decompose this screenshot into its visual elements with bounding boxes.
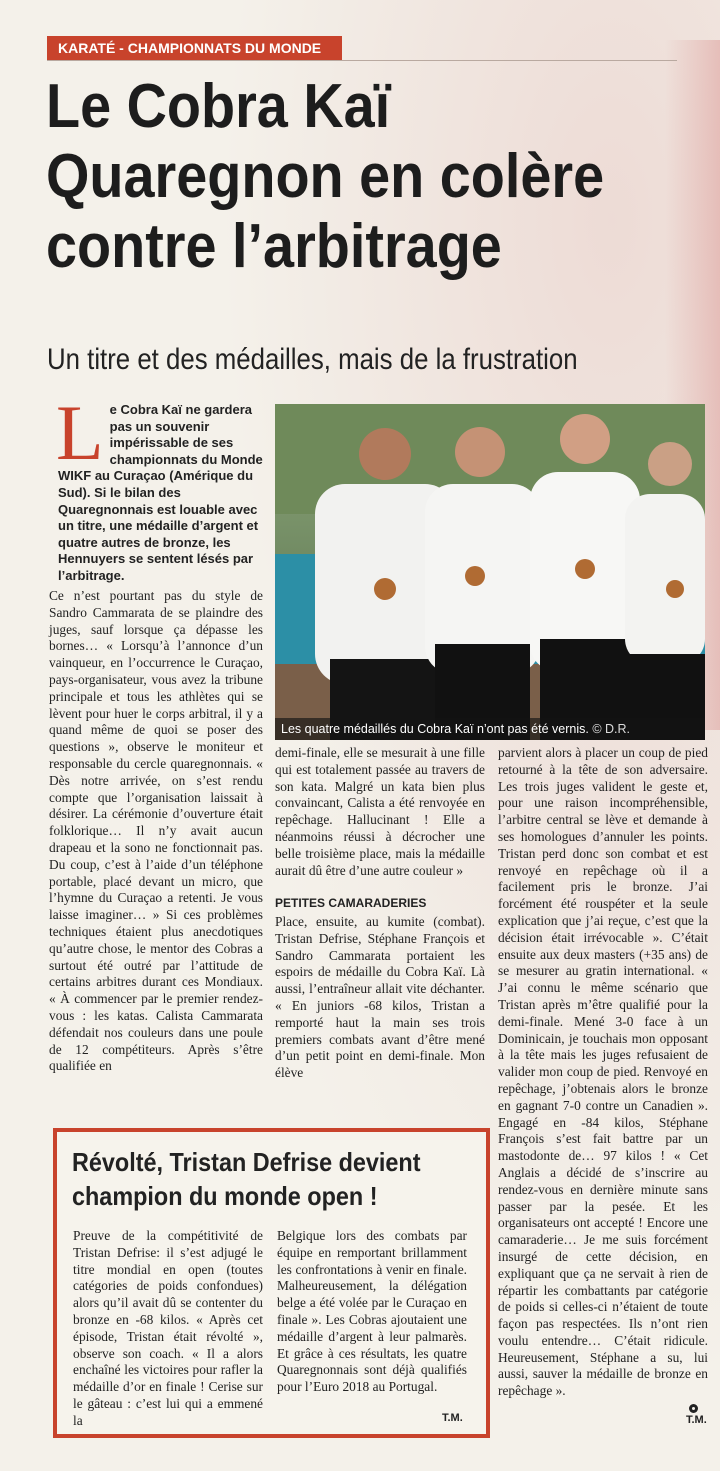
box-column-1: Preuve de la compétitivité de Tristan Defrise: il s’est adjugé le titre mondial en open (toutes catégories de poids confondues) alors qu’il avait dû se contenter du bronze en -68 kilos. « Après cet épisode, Tristan était révolté », observe son coach. « Il a alors enchaîné les victoires pour rafler la médaille d’or en finale ! Cerise sur le gâteau : c’est lui qui a emmené la: [73, 1228, 263, 1428]
article-column-2a: demi-finale, elle se mesurait à une fille qui est totalement passée au travers de son kata. Malgré un kata bien plus convaincant, Calista a été renvoyée en repêchage. Hallucinant ! Elle a néanmoins réussi à décrocher une belle troisième place, mais la médaille aurait dû être d’une autre couleur »: [275, 745, 485, 878]
drop-cap: L: [56, 389, 104, 476]
article-column-2b: Place, ensuite, au kumite (combat). Tristan Defrise, Stéphane François et Sandro Cammarata portaient les espoirs de médaille du Cobra Kaï. Là aussi, l’entraîneur allait vite déchanter. « En juniors -68 kilos, Tristan a remporté haut la main ses trois premiers combats avant d’être mené d’un petit point en demi-finale. Mon élève: [275, 914, 485, 1081]
subheadline: Un titre et des médailles, mais de la frustration: [47, 343, 578, 376]
team-photo-illustration: [275, 404, 705, 740]
end-mark-icon: [689, 1404, 698, 1413]
section-subtitle: PETITES CAMARADERIES: [275, 896, 427, 910]
photo-caption: [275, 718, 705, 740]
article-column-1: Ce n’est pourtant pas du style de Sandro Cammarata de se plaindre des juges, sauf lorsque ça dépasse les bornes… « Lorsqu’à l’annonce d’un vainqueur, en l’occurrence le Curaçao, pays-organisateur, vous avez la tribune principale et tous les athlètes qui se lèvent pour huer le corps arbitral, il y a quand même de quoi se poser des questions », observe le moniteur et responsable du cercle quaregnonnais. « Dès notre arrivée, on s’est rendu compte que l’organisation laissait à désirer. La cérémonie d’ouverture était folklorique… Il n’y avait aucun drapeau et la sono ne fonctionnait pas. Du coup, c’est à l’aide d’un téléphone portable, placé devant un micro, que l’hymne du Curaçao a retenti. Je vous laisse imaginer… » Si ces problèmes techniques étaient plus anecdotiques qu’autre chose, le mentor des Cobras a surtout été outré par l’attitude de certains arbitres durant ces Mondiaux. « À commencer par le premier rendez-vous : les katas. Calista Cammarata défendait nos couleurs dans une poule de 12 compétiteurs. Après s’être qualifiée en: [49, 588, 263, 1074]
box-signature: T.M.: [442, 1412, 463, 1424]
photo-credit: © D.R.: [592, 722, 630, 736]
box-column-2: Belgique lors des combats par équipe en remportant brillamment les confrontations à venir en finale. Malheureusement, la délégation belge a été volée par le Curaçao en finale ». Les Cobras ajoutaient une médaille d’argent à leur palmarès. Et grâce à ces résultats, les quatre Quaregnonnais sont déjà qualifiés pour l’Euro 2018 au Portugal.: [277, 1228, 467, 1395]
article-signature: T.M.: [686, 1402, 720, 1426]
lead-paragraph: [56, 389, 264, 585]
section-kicker: KARATÉ - CHAMPIONNATS DU MONDE: [47, 36, 342, 61]
caption-text: Les quatre médaillés du Cobra Kaï n’ont pas été vernis.: [281, 722, 589, 736]
box-title: Révolté, Tristan Defrise devient champion du monde open !: [72, 1147, 421, 1211]
headline: Le Cobra Kaï Quaregnon en colère contre l’arbitrage: [46, 72, 605, 281]
team-photo: [275, 404, 705, 740]
lead-text: e Cobra Kaï ne gardera pas un souvenir impérissable de ses championnats du Monde WIKF au Curaçao (Amérique du Sud). Si le bilan des Quaregnonnais est louable avec un titre, une médaille d’argent et quatre autres de bronze, les Hennuyers se sentent lésés par l’arbitrage.: [58, 402, 263, 583]
article-column-3: parvient alors à placer un coup de pied retourné à la tête de son adversaire. Les trois juges valident le geste et, pour une raison incompréhensible, l’arbitre central se lève et demande à ses homologues d’annuler les points. Tristan perd donc son combat et est renvoyé en repêchage où il a facilement pris le bronze. J’ai forcément été rouspéter et la seule explication que j’ai reçue, c’est que la décision était irrévocable ». C’était ensuite aux deux masters (+35 ans) de se mesurer au gratin international. « J’ai connu le même scénario que Tristan après m’être qualifié pour la demi-finale. Mené 3-0 face à un Dominicain, je touchais mon opposant à la tête mais les juges refusaient de valider mon coup de pied. Renvoyé en repêchage, j’obtenais alors le bronze en gagnant 7-0 contre un Canadien ». Engagé en -84 kilos, Stéphane François s’est fait battre par un mastodonte de… 97 kilos ! « Cet Anglais a décidé de s’inscrire au rendez-vous en dernière minute sans passer par la pesée. Et les organisateurs ont accepté ! Encore une camaraderie… Je me suis forcément insurgé de cette décision, en expliquant que ça ne servait à rien de répartir les combattants par catégorie de poids si celles-ci n’étaient de toute façon pas respectées. Ils n’ont rien voulu entendre… C’était ridicule. Heureusement, Stéphane a su, lui aussi, sauver la médaille de bronze en repêchage ».: [498, 745, 708, 1399]
kicker-rule: [47, 60, 677, 61]
